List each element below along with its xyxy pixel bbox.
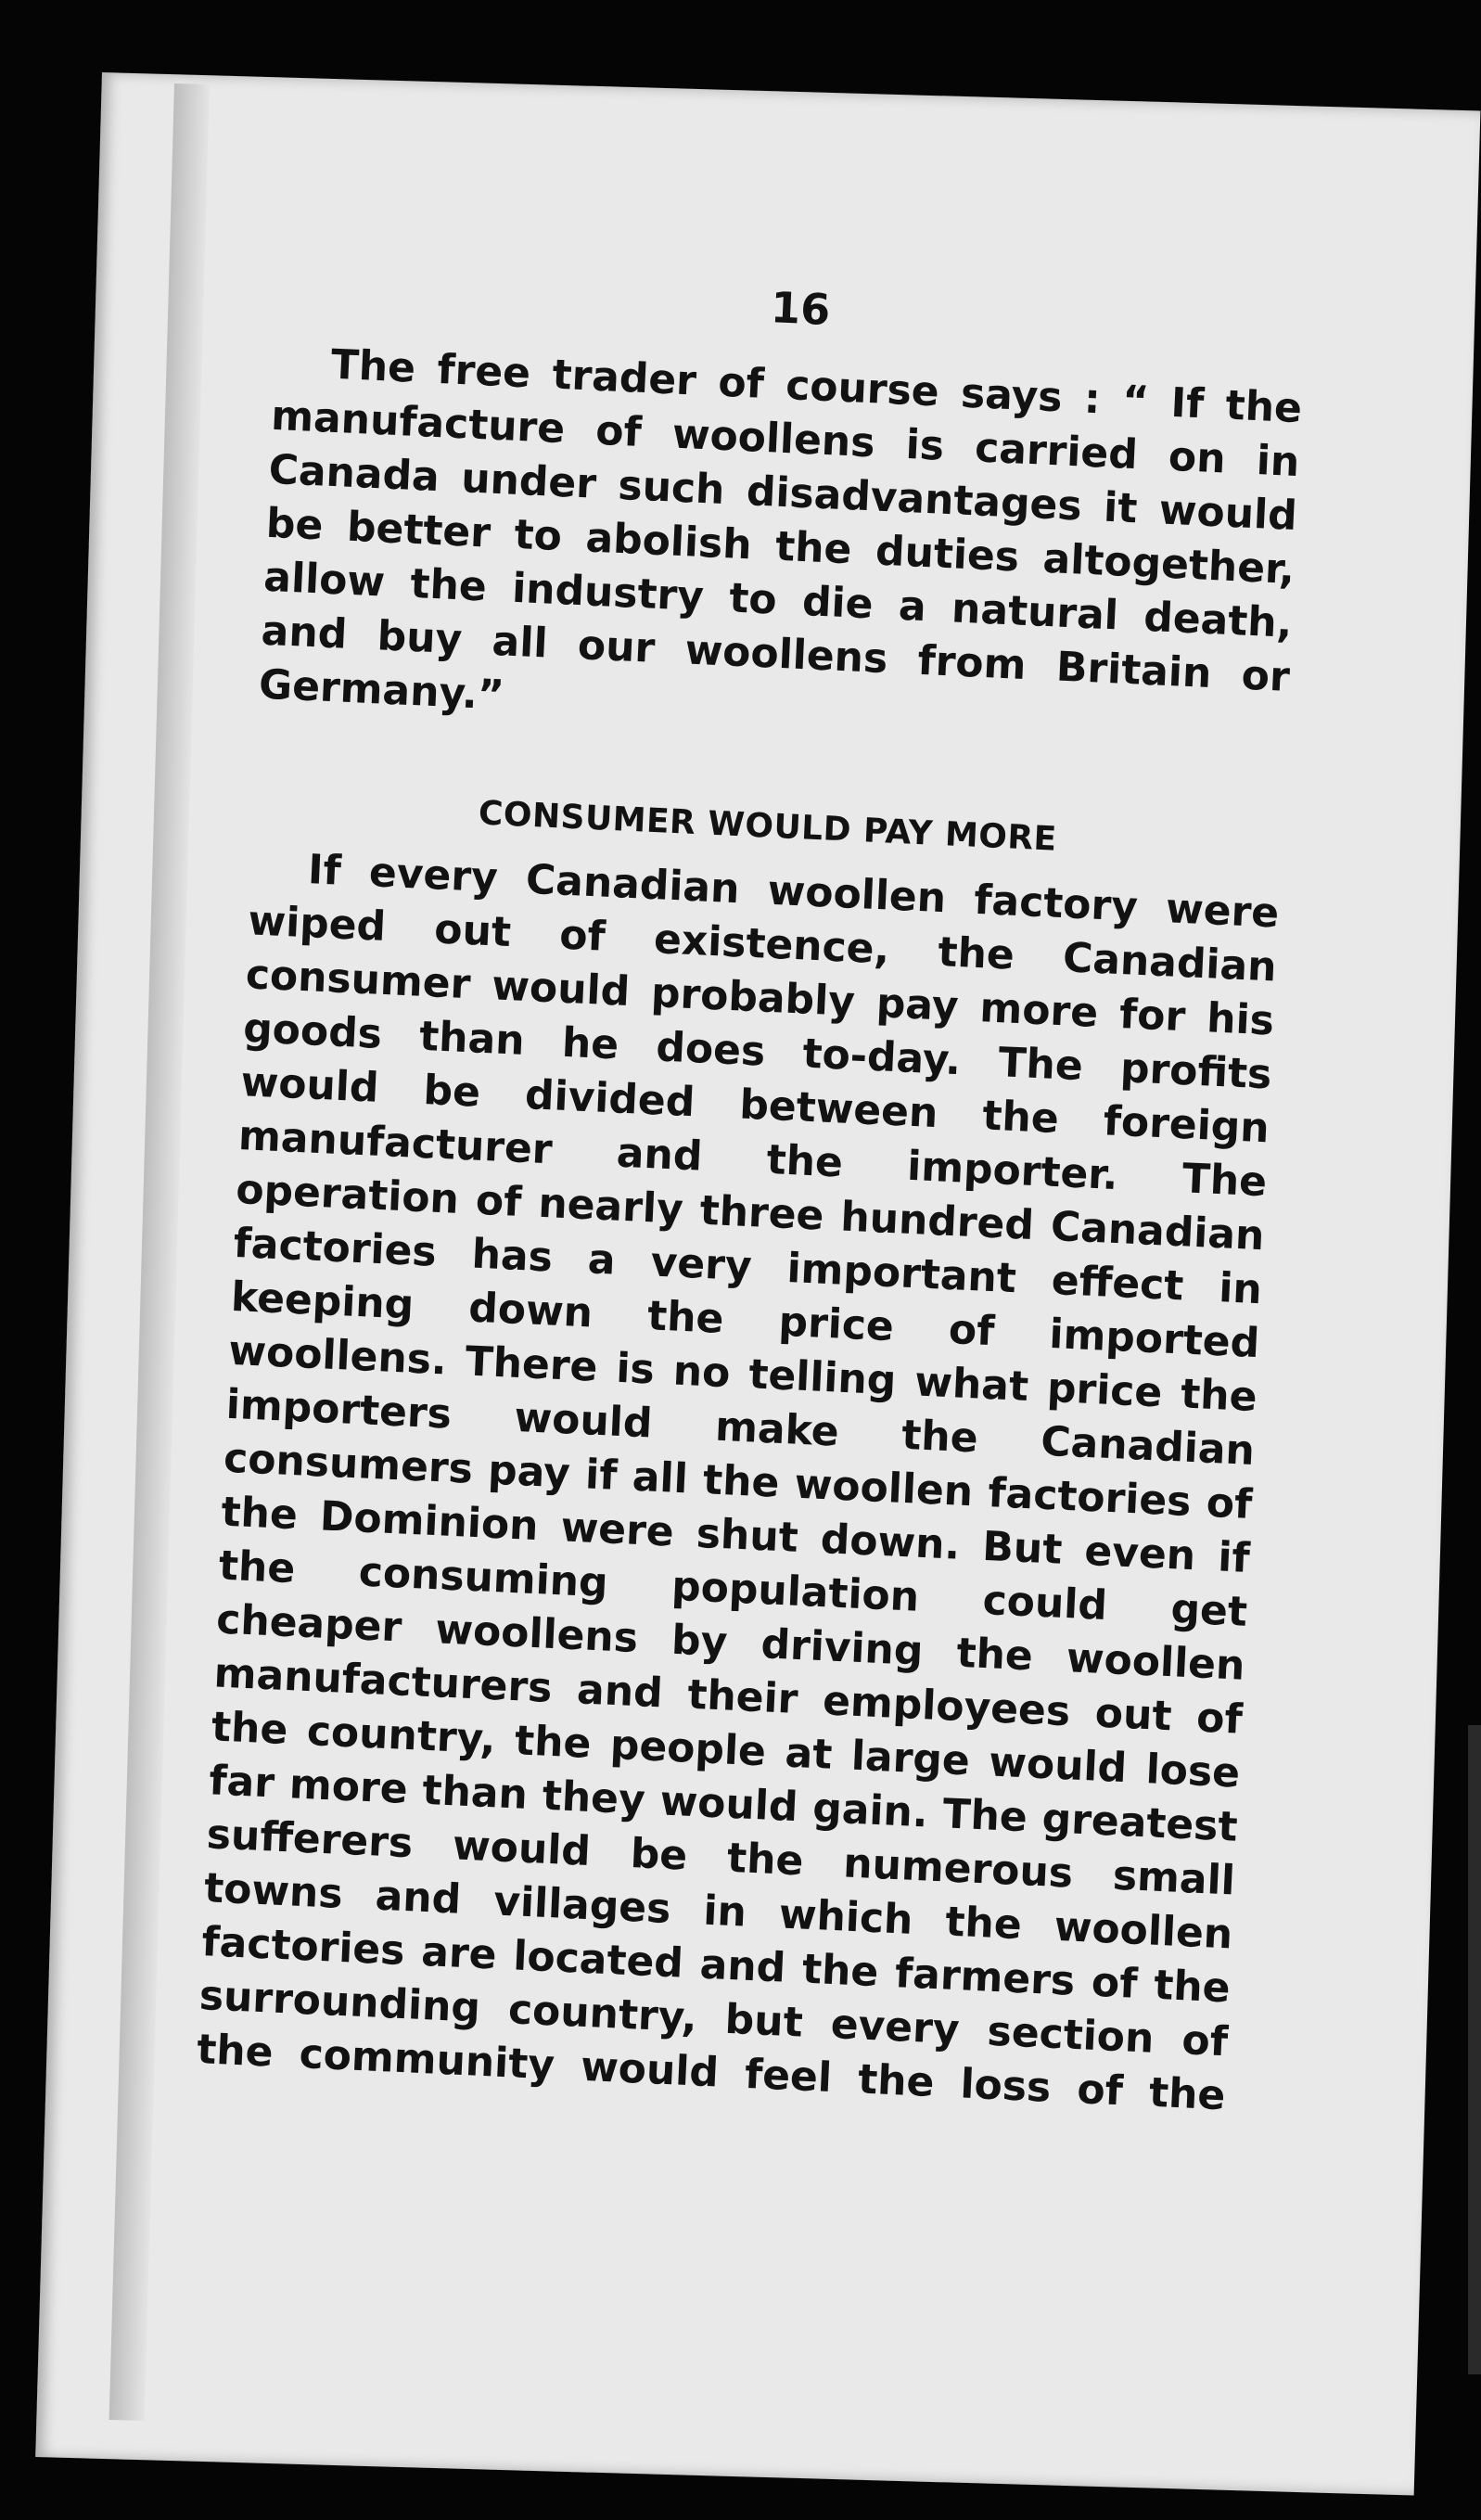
paragraph-free-trader: The free trader of course says : “ If the manufacture of woollens is carried on in Canada under such disadvantages it would be better to abolish the duties altogether, allow the industry to die a natural death, and buy all our woollens from Britain or Germany.” — [258, 340, 1304, 720]
next-page-edge — [1468, 1725, 1481, 2374]
section-heading: CONSUMER WOULD PAY MORE — [478, 794, 1058, 859]
page-number: 16 — [769, 282, 832, 336]
paragraph-consumer: If every Canadian woollen factory were wiped out of existence, the Canadian consumer would probably pay more for his goods than he does to-day. The profits would be divided between the foreign manufacturer and the importer. The operation of nearly three hundred Canadian factories has a very important effect in keeping down the price of imported woollens. There is no telling what price the importers would make the Canadian consumers pay if all the woollen factories of the Dominion were shut down. But even if the consuming population could get cheaper woollens by driving the woollen manufacturers and their employees out of the country, the people at large would lose far more than they would gain. The greatest sufferers would be the numerous small towns and villages in which the woollen factories are located and the farmers of the surrounding country, but every section of the community would feel the loss of the — [196, 846, 1281, 2120]
page-text-block — [196, 260, 1307, 2123]
